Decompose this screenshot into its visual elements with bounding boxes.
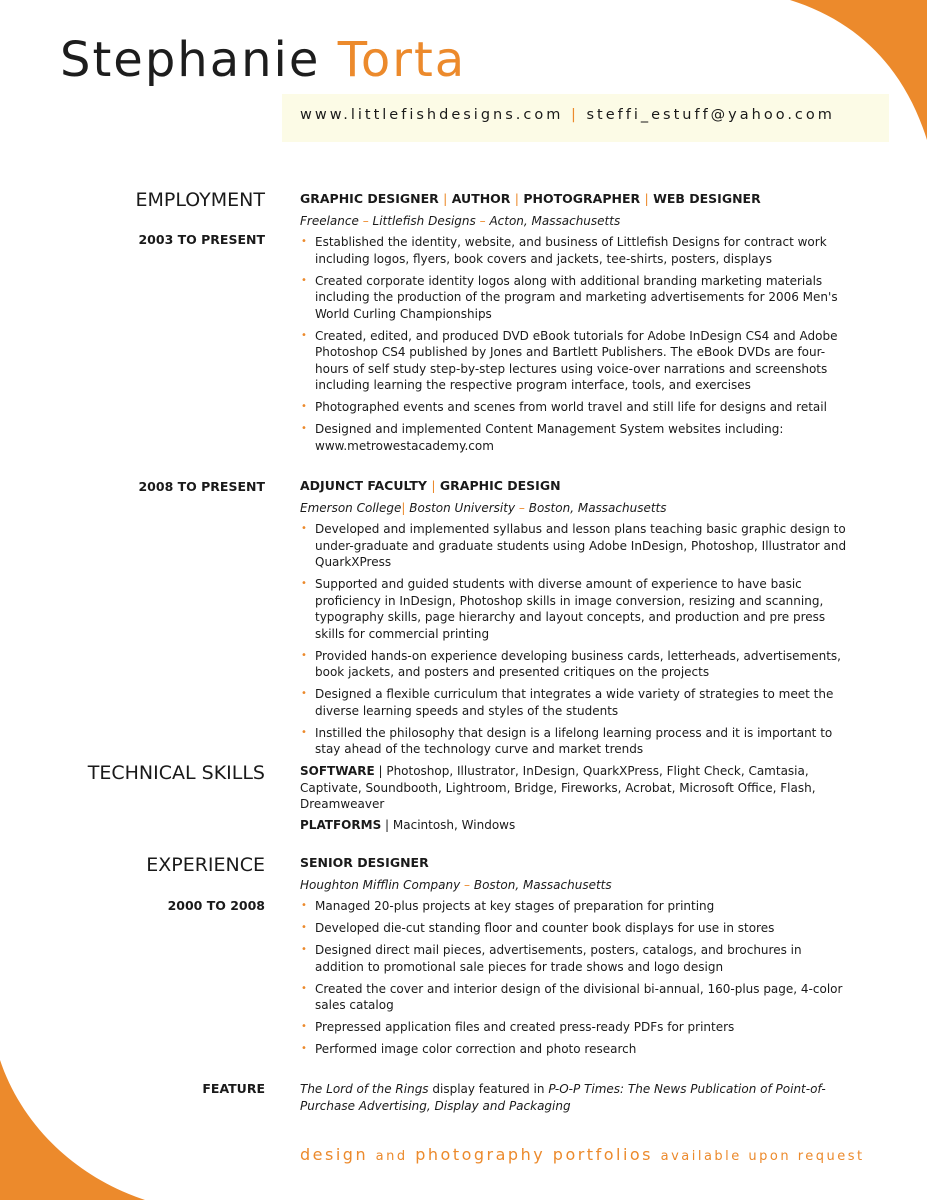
job1-title-part: PHOTOGRAPHER [523, 191, 641, 206]
experience-org-part: Boston, Massachusetts [473, 877, 612, 892]
job1-title-part: AUTHOR [451, 191, 511, 206]
job2-dates: 2008 TO PRESENT [138, 479, 265, 494]
applicant-name [60, 32, 467, 88]
job1-org: Freelance – Littlefish Designs – Acton, Massachusetts [300, 213, 621, 228]
list-item: • Developed and implemented syllabus and lesson plans teaching basic graphic design to under-graduate and graduate students using Adobe InDesign, Photoshop, Illustrator and QuarkXPress [300, 521, 850, 571]
job1-bullets [300, 234, 850, 454]
feature-text [300, 1081, 860, 1114]
list-item: • Designed a flexible curriculum that integrates a wide variety of strategies to meet the diverse learning speeds and styles of the students [300, 686, 850, 719]
experience-block [300, 855, 850, 1063]
footer-word: photography [415, 1145, 546, 1164]
experience-heading: EXPERIENCE [146, 854, 265, 876]
experience-dates: 2000 TO 2008 [167, 898, 265, 913]
experience-title: SENIOR DESIGNER [300, 855, 429, 870]
list-item: • Performed image color correction and photo research [300, 1041, 850, 1058]
bottom-left-swoosh [0, 1060, 145, 1200]
list-item: • Provided hands-on experience developing business cards, letterheads, advertisements, book jackets, and posters and presented critiques on the projects [300, 648, 850, 681]
skills-block [300, 763, 850, 837]
list-item: • Supported and guided students with diverse amount of experience to have basic proficiency in InDesign, Photoshop skills in image conversion, resizing and scanning, typography skills, page hierarchy and layout concepts, and production and pre press skills for commercial printing [300, 576, 850, 642]
portfolio-footer [300, 1145, 890, 1164]
contact-line [300, 107, 890, 123]
experience-bullets [300, 898, 850, 1058]
job1-dates: 2003 TO PRESENT [138, 232, 265, 247]
platforms-list: Macintosh, Windows [392, 817, 516, 832]
list-item: • Established the identity, website, and business of Littlefish Designs for contract work including logos, flyers, book covers and jackets, tee-shirts, posters, displays [300, 234, 850, 267]
footer-word: available upon request [660, 1149, 865, 1164]
job1-org-part: Freelance [300, 213, 359, 228]
job2-title: ADJUNCT FACULTY | GRAPHIC DESIGN [300, 478, 561, 493]
last-name: Torta [337, 32, 467, 88]
list-item: • Photographed events and scenes from world travel and still life for designs and retail [300, 399, 850, 416]
experience-org-part: Houghton Mifflin Company [300, 877, 461, 892]
employment-heading: EMPLOYMENT [135, 189, 265, 211]
job1-block [300, 191, 850, 460]
job2-org: Emerson College| Boston University – Boston, Massachusetts [300, 500, 667, 515]
list-item: • Instilled the philosophy that design is a lifelong learning process and it is important to stay ahead of the technology curve and market trends [300, 725, 850, 758]
list-item: • Created, edited, and produced DVD eBook tutorials for Adobe InDesign CS4 and Adobe Photoshop CS4 published by Jones and Bartlett Publishers. The eBook DVDs are four-hours of self study step-by-step lectures using voice-over narrations and screenshots including learning the respective program interface, tools, and exercises [300, 328, 850, 394]
website-link[interactable]: www.littlefishdesigns.com [300, 107, 564, 123]
software-label: SOFTWARE [300, 764, 375, 778]
footer-word: and [375, 1149, 408, 1164]
skills-heading: TECHNICAL SKILLS [87, 762, 265, 784]
job1-org-part: Littlefish Designs [372, 213, 476, 228]
feature-middle: display featured in [428, 1082, 549, 1096]
job2-org-part: Boston University [409, 500, 516, 515]
contact-separator: | [570, 107, 579, 123]
job2-org-part: Emerson College [300, 500, 402, 515]
feature-publication: P-O-P Times: The News Publication of Point-of-Purchase Advertising, Display and Packaging [300, 1082, 826, 1113]
job1-title-part: GRAPHIC DESIGNER [300, 191, 439, 206]
job2-block [300, 478, 850, 763]
job2-bullets [300, 521, 850, 758]
software-line: SOFTWARE | Photoshop, Illustrator, InDesign, QuarkXPress, Flight Check, Camtasia, Captivate, Soundbooth, Lightroom, Bridge, Fireworks, Acrobat, Microsoft Office, Flash, Dreamweaver [300, 764, 816, 811]
job1-title: GRAPHIC DESIGNER | AUTHOR | PHOTOGRAPHER | WEB DESIGNER [300, 191, 761, 206]
first-name: Stephanie [60, 32, 321, 88]
feature-work: The Lord of the Rings [300, 1082, 429, 1096]
software-list: Photoshop, Illustrator, InDesign, QuarkXPress, Flight Check, Camtasia, Captivate, Soundbooth, Lightroom, Bridge, Fireworks, Acrobat, Microsoft Office, Flash, Dreamweaver [300, 764, 816, 811]
feature-label: FEATURE [202, 1081, 265, 1096]
footer-word: design [300, 1145, 369, 1164]
list-item: • Prepressed application files and created press-ready PDFs for printers [300, 1019, 850, 1036]
platforms-label: PLATFORMS [300, 817, 382, 832]
email-link[interactable]: steffi_estuff@yahoo.com [586, 107, 835, 123]
platforms-line: PLATFORMS | Macintosh, Windows [300, 817, 516, 832]
list-item: • Created the cover and interior design of the divisional bi-annual, 160-plus page, 4-color sales catalog [300, 981, 850, 1014]
job1-org-part: Acton, Massachusetts [489, 213, 621, 228]
job2-title-part: GRAPHIC DESIGN [439, 478, 561, 493]
list-item: • Created corporate identity logos along with additional branding marketing materials including the production of the program and marketing advertisements for 2006 Men's World Curling Championships [300, 273, 850, 323]
experience-org: Houghton Mifflin Company – Boston, Massachusetts [300, 877, 612, 892]
list-item: • Designed direct mail pieces, advertisements, posters, catalogs, and brochures in addition to promotional sale pieces for trade shows and logo design [300, 942, 850, 975]
job1-title-part: WEB DESIGNER [653, 191, 761, 206]
job2-org-part: Boston, Massachusetts [528, 500, 667, 515]
list-item: • Developed die-cut standing floor and counter book displays for use in stores [300, 920, 850, 937]
job2-title-part: ADJUNCT FACULTY [300, 478, 427, 493]
list-item: • Managed 20-plus projects at key stages of preparation for printing [300, 898, 850, 915]
footer-word: portfolios [552, 1145, 654, 1164]
list-item: • Designed and implemented Content Management System websites including: www.metrowestacademy.com [300, 421, 850, 454]
